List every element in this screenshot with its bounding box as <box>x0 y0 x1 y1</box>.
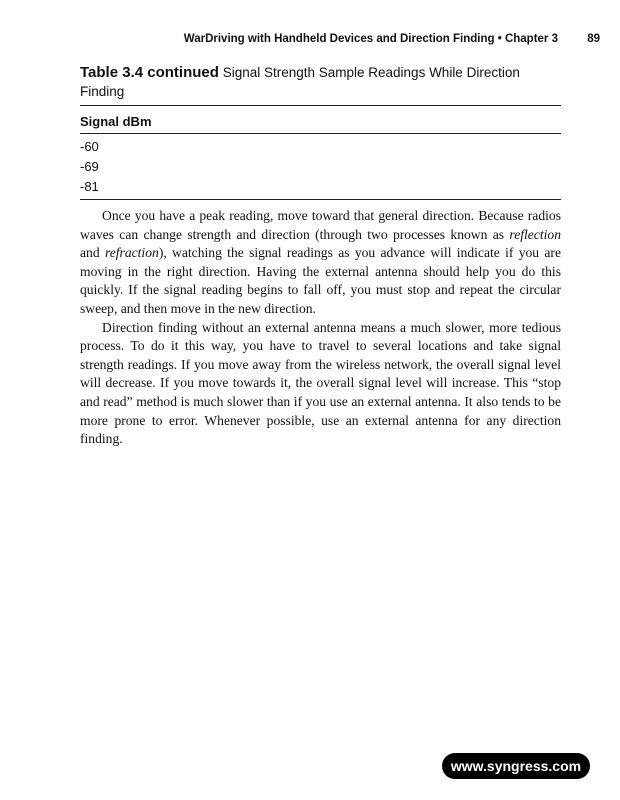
table-top-rule <box>80 105 561 106</box>
running-header <box>184 33 600 45</box>
publisher-url[interactable]: www.syngress.com <box>442 753 590 779</box>
table-row: -69 <box>80 159 99 174</box>
table-body <box>80 137 99 197</box>
paragraph-1-conjunction: and <box>80 245 105 261</box>
table-row: -60 <box>80 139 99 154</box>
paragraph-2: Direction finding without an external antenna means a much slower, more tedious process. To do it this way, you have to travel to several locations and take signal strength readings. If you move away from the wireless network, the overall signal level will decrease. If you move towards it, the overall signal level will increase. This “stop and read” method is much slower than if you use an external antenna. It also tends to be more prone to error. Whenever possible, use an external antenna for any direction finding. <box>80 319 561 447</box>
table-caption-text: Signal Strength Sample Readings While Direction Finding <box>80 65 520 99</box>
table-row: -81 <box>80 179 99 194</box>
table-header-rule <box>80 133 561 134</box>
paragraph-1-text-a: Once you have a peak reading, move toward that general direction. Because radios waves can change strength and direction (through two processes known as <box>80 208 561 242</box>
table-caption <box>80 63 550 101</box>
table-label: Table 3.4 continued <box>80 64 219 81</box>
paragraph-1 <box>80 207 561 319</box>
running-title: WarDriving with Handheld Devices and Direction Finding • Chapter 3 <box>183 33 558 45</box>
body-text <box>80 207 561 449</box>
term-refraction: refraction <box>104 245 159 261</box>
term-reflection: reflection <box>509 226 561 242</box>
table-bottom-rule <box>80 199 561 200</box>
paragraph-1-text-b: ), watching the signal readings as you advance will indicate if you are moving in the right direction. Having the external antenna should help you do this quickly. If the signal reading begins to fall off, you must stop and repeat the circular sweep, and then move in the new direction. <box>80 245 561 316</box>
table-column-header: Signal dBm <box>80 114 152 129</box>
page-number: 89 <box>587 33 600 45</box>
